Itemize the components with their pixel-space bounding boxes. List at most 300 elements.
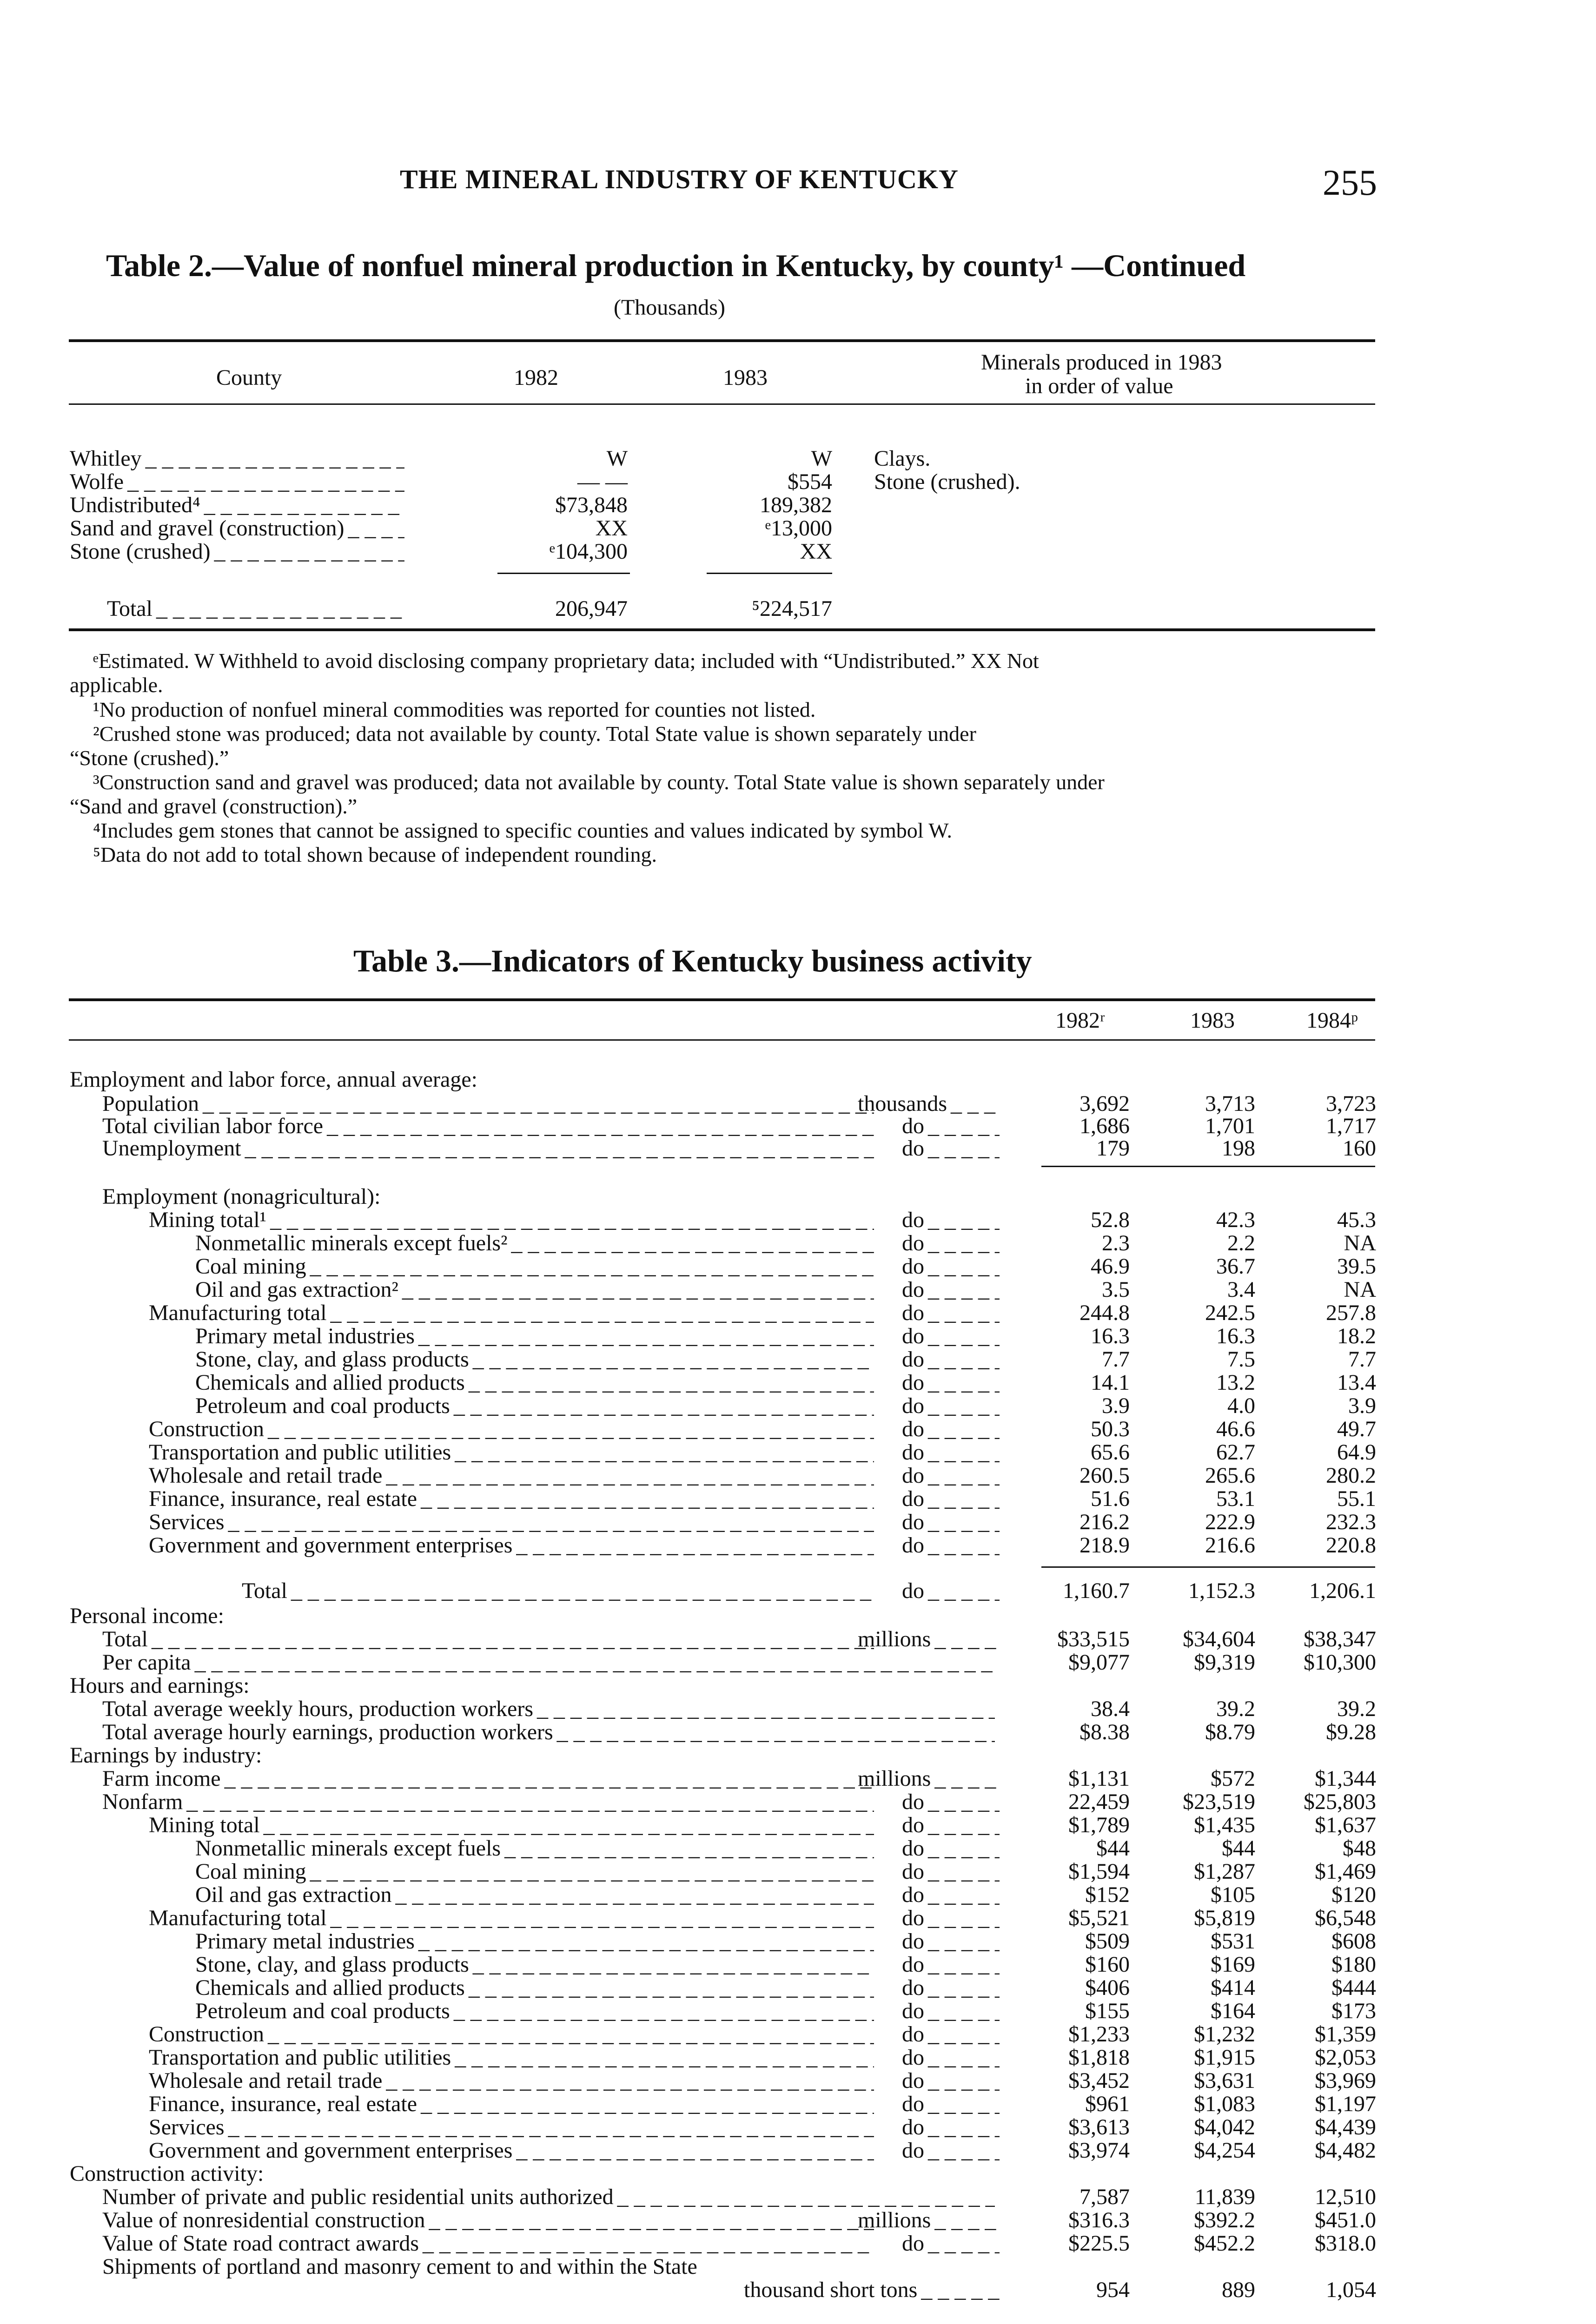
table3-row	[0, 1441, 1596, 1464]
table3-value-1983: 53.1	[1216, 1486, 1255, 1511]
table2-sum-rule-1	[497, 573, 630, 574]
table3-value-1984: $1,197	[1315, 2092, 1376, 2116]
table2-footnote: ³Construction sand and gravel was produced; data not available by county. Total State value is shown separately under	[93, 770, 1105, 794]
table3-label: Construction _ _ _	[149, 1418, 874, 1441]
table3-col-1983: 1983	[1190, 1008, 1235, 1033]
table3-row	[0, 1115, 1596, 1138]
table3-value-1983: 198	[1222, 1136, 1255, 1161]
table3-label: Coal mining _ _ _	[195, 1255, 874, 1278]
table3-unit: do _ _ _	[902, 1278, 1000, 1301]
table3-value-1983: $1,915	[1194, 2045, 1255, 2070]
table3-row	[0, 1628, 1596, 1651]
table3-unit: do _ _ _	[902, 2116, 1000, 2139]
table3-value-1984: $4,482	[1315, 2138, 1376, 2163]
table3-value-1982: $160	[1085, 1952, 1130, 1977]
table3-value-1984: $2,053	[1315, 2045, 1376, 2070]
table3-unit: do _ _ _	[902, 2000, 1000, 2023]
table3-value-1984: 64.9	[1337, 1440, 1376, 1465]
table2-value-1982: XX	[595, 516, 628, 541]
table3-row	[0, 1137, 1596, 1160]
table2-total-1982: 206,947	[555, 596, 628, 621]
table3-unit: do _ _ _	[902, 1325, 1000, 1348]
table3-value-1982: $155	[1085, 1999, 1130, 2023]
table3-value-1983: 7.5	[1227, 1347, 1255, 1372]
table3-value-1982: 1,160.7	[1063, 1578, 1130, 1603]
table2-minerals: Stone (crushed).	[874, 469, 1020, 494]
table3-label: Oil and gas extraction _ _ _	[195, 1883, 874, 1907]
table3-value-1983: $531	[1211, 1929, 1255, 1954]
table3-unit: millions _ _ _	[858, 2209, 1000, 2232]
table3-label: Total average hourly earnings, production workers _ _ _	[102, 1721, 995, 1744]
table3-value-1983: 1,701	[1205, 1114, 1255, 1138]
table3-row	[0, 2023, 1596, 2046]
table3-label: Stone, clay, and glass products _ _ _	[195, 1953, 874, 1976]
table3-value-1983: 62.7	[1216, 1440, 1255, 1465]
table3-row	[0, 1744, 1596, 1767]
table2-row	[0, 540, 1596, 563]
table3-unit: do _ _ _	[902, 1883, 1000, 1907]
table3-unit: do _ _ _	[902, 1464, 1000, 1487]
table3-row	[0, 2093, 1596, 2116]
table3-value-1984: $9.28	[1326, 1720, 1376, 1744]
table3-unit: do _ _ _	[902, 1860, 1000, 1883]
table3-value-1983: 46.6	[1216, 1417, 1255, 1441]
table3-unit: do _ _ _	[902, 1976, 1000, 2000]
table3-value-1983: $1,083	[1194, 2092, 1255, 2116]
table3-value-1984: $4,439	[1315, 2115, 1376, 2139]
table3-row	[0, 2046, 1596, 2069]
table2-footnote: ²Crushed stone was produced; data not available by county. Total State value is shown separately under	[93, 722, 976, 746]
table3-value-1984: $10,300	[1304, 1650, 1376, 1675]
table3-value-1983: 222.9	[1205, 1510, 1255, 1534]
table3-label: Coal mining _ _ _	[195, 1860, 874, 1883]
running-title: THE MINERAL INDUSTRY OF KENTUCKY	[400, 164, 959, 194]
table3-value-1983: 36.7	[1216, 1254, 1255, 1279]
table3-value-1982: $3,613	[1068, 2115, 1130, 2139]
table3-value-1983: 4.0	[1227, 1393, 1255, 1418]
table2-footnote: “Stone (crushed).”	[70, 746, 229, 770]
table3-label: Total _ _ _	[242, 1579, 874, 1603]
table3-label: Transportation and public utilities _ _ _	[149, 2046, 874, 2069]
table3-sum-rule-a	[1041, 1166, 1375, 1167]
table3-unit: do _ _ _	[902, 1371, 1000, 1394]
table2-footnote: ¹No production of nonfuel mineral commodities was reported for counties not listed.	[93, 698, 816, 721]
table3-row	[0, 1721, 1596, 1744]
table3-value-1984: $451.0	[1315, 2208, 1376, 2232]
table3-value-1983: 265.6	[1205, 1463, 1255, 1488]
table3-row	[0, 1371, 1596, 1394]
table3-unit: do _ _ _	[902, 1579, 1000, 1603]
table3-value-1984: $48	[1343, 1836, 1376, 1861]
table3-row	[0, 1604, 1596, 1628]
table3-row	[0, 1651, 1596, 1674]
table3-value-1982: $1,233	[1068, 2022, 1130, 2047]
table3-unit: do _ _ _	[902, 1953, 1000, 1976]
table3-label: Per capita _ _ _	[102, 1651, 995, 1674]
table3-row	[0, 1674, 1596, 1697]
table3-value-1984: 7.7	[1348, 1347, 1376, 1372]
table3-label: Personal income:	[70, 1604, 224, 1628]
table3-title: Table 3.—Indicators of Kentucky business activity	[353, 943, 1032, 978]
table2-footnote: ᵉEstimated. W Withheld to avoid disclosing company proprietary data; included with “Undistributed.” XX Not	[93, 649, 1039, 673]
table3-value-1983: 16.3	[1216, 1324, 1255, 1348]
table3-value-1982: $3,452	[1068, 2068, 1130, 2093]
table3-value-1983: $572	[1211, 1766, 1255, 1791]
table2-value-1983: $554	[788, 469, 832, 494]
table3-value-1982: $1,594	[1068, 1859, 1130, 1884]
table3-label: Hours and earnings:	[70, 1673, 250, 1698]
table3-value-1982: $1,789	[1068, 1813, 1130, 1837]
table3-value-1983: 39.2	[1216, 1697, 1255, 1721]
table3-row	[0, 1394, 1596, 1418]
table3-value-1982: 51.6	[1091, 1486, 1130, 1511]
table3-row	[0, 1092, 1596, 1116]
table3-row	[0, 1185, 1596, 1208]
table3-value-1982: 954	[1096, 2278, 1130, 2302]
table3-label: Total civilian labor force _ _ _	[102, 1115, 874, 1138]
table3-row	[0, 2000, 1596, 2023]
table3-value-1984: NA	[1344, 1277, 1376, 1302]
table3-unit: millions _ _ _	[858, 1767, 1000, 1790]
table3-value-1984: 232.3	[1326, 1510, 1376, 1534]
table2-col-minerals-2: in order of value	[1025, 374, 1173, 398]
table3-label: Value of nonresidential construction _ _ _	[102, 2209, 874, 2232]
table3-label: Employment (nonagricultural):	[102, 1184, 381, 1209]
table3-value-1984: 18.2	[1337, 1324, 1376, 1348]
table3-value-1982: $33,515	[1057, 1627, 1130, 1651]
table3-row	[0, 1534, 1596, 1557]
table3-value-1983: 3.4	[1227, 1277, 1255, 1302]
table3-label: Government and government enterprises _ _ _	[149, 1534, 874, 1557]
table3-unit: do _ _ _	[902, 1115, 1000, 1138]
table3-unit: do _ _ _	[902, 1394, 1000, 1418]
table3-top-rule	[69, 998, 1375, 1001]
table3-value-1984: $444	[1331, 1975, 1376, 2000]
table2-row	[0, 517, 1596, 540]
table2-unit: (Thousands)	[614, 295, 725, 320]
table3-value-1983: $105	[1211, 1882, 1255, 1907]
table3-row	[0, 1976, 1596, 2000]
table3-value-1983: $4,254	[1194, 2138, 1255, 2163]
table2-value-1983: XX	[800, 539, 832, 564]
table2-col-1982: 1982	[514, 365, 558, 390]
table3-value-1984: $1,469	[1315, 1859, 1376, 1884]
table2-footnote: ⁵Data do not add to total shown because of independent rounding.	[93, 843, 657, 866]
table3-value-1983: $9,319	[1194, 1650, 1255, 1675]
table3-value-1982: 179	[1096, 1136, 1130, 1161]
table3-unit: do _ _ _	[902, 1255, 1000, 1278]
table3-row	[0, 1907, 1596, 1930]
table3-value-1982: $406	[1085, 1975, 1130, 2000]
table3-label: Employment and labor force, annual average:	[70, 1067, 477, 1092]
table3-row	[0, 1301, 1596, 1325]
table2-row	[0, 447, 1596, 470]
table2-total-row	[0, 597, 1596, 621]
table3-col-1982: 1982ʳ	[1055, 1008, 1105, 1033]
table3-label: Petroleum and coal products _ _ _	[195, 1394, 874, 1418]
table3-unit: do _ _ _	[902, 1232, 1000, 1255]
table3-row	[0, 1208, 1596, 1232]
table3-row	[0, 1579, 1596, 1603]
table3-value-1984: 49.7	[1337, 1417, 1376, 1441]
table3-row	[0, 2116, 1596, 2139]
table3-label: Shipments of portland and masonry cement to and within the State	[102, 2254, 697, 2279]
table3-unit: do _ _ _	[902, 2023, 1000, 2046]
table3-unit: do _ _ _	[902, 1790, 1000, 1814]
table3-label: Construction activity:	[70, 2161, 264, 2186]
table3-value-1984: $3,969	[1315, 2068, 1376, 2093]
table3-value-1982: $8.38	[1079, 1720, 1130, 1744]
table3-label: Wholesale and retail trade _ _ _	[149, 2069, 874, 2093]
table3-value-1983: $34,604	[1183, 1627, 1255, 1651]
table3-sum-rule-b	[1041, 1566, 1375, 1568]
table3-value-1982: $3,974	[1068, 2138, 1130, 2163]
table3-value-1984: 1,054	[1326, 2278, 1376, 2302]
table3-row	[0, 1511, 1596, 1534]
table2-county: Sand and gravel (construction) _ _ _	[70, 517, 404, 540]
table2-bottom-rule	[69, 628, 1375, 631]
table3-row	[0, 1255, 1596, 1278]
table3-label: Number of private and public residential units authorized _ _ _	[102, 2185, 995, 2209]
table3-value-1982: $9,077	[1068, 1650, 1130, 1675]
table3-value-1984: $1,637	[1315, 1813, 1376, 1837]
table2-value-1982: W	[606, 446, 628, 471]
table3-label: Services _ _ _	[149, 1511, 874, 1534]
table2-value-1982: ᵉ104,300	[549, 539, 628, 564]
table3-unit: thousand short tons _ _ _	[744, 2278, 1000, 2302]
table3-label: Total _ _ _	[102, 1628, 874, 1651]
table3-value-1984: $1,359	[1315, 2022, 1376, 2047]
table3-value-1982: $316.3	[1068, 2208, 1130, 2232]
table3-label: Mining total¹ _ _ _	[149, 1208, 874, 1232]
table3-value-1982: 7,587	[1079, 2185, 1130, 2209]
table2-title: Table 2.—Value of nonfuel mineral production in Kentucky, by county¹ —Continued	[106, 248, 1246, 283]
table3-value-1983: $44	[1222, 1836, 1255, 1861]
table3-value-1983: $164	[1211, 1999, 1255, 2023]
table3-value-1982: $509	[1085, 1929, 1130, 1954]
table3-value-1983: 42.3	[1216, 1208, 1255, 1232]
table3-unit: do _ _ _	[902, 1418, 1000, 1441]
table3-row	[0, 1325, 1596, 1348]
table2-county: Wolfe _ _ _	[70, 470, 404, 494]
table2-row	[0, 494, 1596, 517]
table3-row	[0, 1068, 1596, 1091]
table3-value-1983: 11,839	[1194, 2185, 1255, 2209]
table3-value-1982: 46.9	[1091, 1254, 1130, 1279]
table3-label: Earnings by industry:	[70, 1743, 262, 1768]
table3-row	[0, 2209, 1596, 2232]
table3-row	[0, 1418, 1596, 1441]
table3-value-1982: 260.5	[1079, 1463, 1130, 1488]
table3-value-1982: 65.6	[1091, 1440, 1130, 1465]
table2-value-1982: $73,848	[555, 493, 628, 517]
table3-row	[0, 1278, 1596, 1301]
table3-unit: do _ _ _	[902, 1441, 1000, 1464]
table3-value-1984: 160	[1343, 1136, 1376, 1161]
table3-value-1982: 38.4	[1091, 1697, 1130, 1721]
table3-row	[0, 2139, 1596, 2162]
table3-value-1983: $414	[1211, 1975, 1255, 2000]
table2-top-rule	[69, 339, 1375, 342]
table3-row	[0, 1767, 1596, 1790]
table3-value-1983: $3,631	[1194, 2068, 1255, 2093]
table2-footnote: ⁴Includes gem stones that cannot be assigned to specific counties and values indicated by symbol W.	[93, 819, 952, 842]
table2-value-1982: — —	[577, 469, 628, 494]
table3-row	[0, 1930, 1596, 1953]
table3-value-1984: $173	[1331, 1999, 1376, 2023]
table3-row	[0, 1837, 1596, 1860]
table2-footnote: “Sand and gravel (construction).”	[70, 794, 358, 818]
table3-label: Manufacturing total _ _ _	[149, 1907, 874, 1930]
table3-value-1984: $1,344	[1315, 1766, 1376, 1791]
table3-value-1983: 1,152.3	[1188, 1578, 1255, 1603]
table3-value-1984: 39.5	[1337, 1254, 1376, 1279]
table3-value-1984: 220.8	[1326, 1533, 1376, 1558]
table3-value-1984: $6,548	[1315, 1906, 1376, 1930]
table3-value-1984: 55.1	[1337, 1486, 1376, 1511]
table3-row	[0, 2162, 1596, 2185]
table3-unit: do _ _ _	[902, 1837, 1000, 1860]
table3-value-1982: 244.8	[1079, 1301, 1130, 1325]
table3-label: Nonmetallic minerals except fuels² _ _ _	[195, 1232, 874, 1255]
table3-row	[0, 1790, 1596, 1814]
table3-value-1982: 3.5	[1102, 1277, 1130, 1302]
table3-label: Stone, clay, and glass products _ _ _	[195, 1348, 874, 1371]
table3-unit: do _ _ _	[902, 1208, 1000, 1232]
table3-row	[0, 1464, 1596, 1487]
table2-minerals: Clays.	[874, 446, 931, 471]
table3-unit: do _ _ _	[902, 2232, 1000, 2255]
table3-value-1982: 3.9	[1102, 1393, 1130, 1418]
table3-value-1983: $169	[1211, 1952, 1255, 1977]
table3-row	[0, 2069, 1596, 2093]
table3-value-1983: 216.6	[1205, 1533, 1255, 1558]
table3-unit: do _ _ _	[902, 1814, 1000, 1837]
table3-value-1984: $38,347	[1304, 1627, 1376, 1651]
table3-label: Nonmetallic minerals except fuels _ _ _	[195, 1837, 874, 1860]
table3-label: Primary metal industries _ _ _	[195, 1930, 874, 1953]
table3-value-1982: 7.7	[1102, 1347, 1130, 1372]
table3-unit: millions _ _ _	[858, 1628, 1000, 1651]
table2-sum-rule-2	[707, 573, 832, 574]
table2-value-1983: 189,382	[760, 493, 832, 517]
table3-unit: do _ _ _	[902, 1907, 1000, 1930]
table3-label: Finance, insurance, real estate _ _ _	[149, 1487, 874, 1511]
table3-unit: do _ _ _	[902, 2069, 1000, 2093]
table3-label: Total average weekly hours, production workers _ _ _	[102, 1697, 995, 1721]
table3-row	[0, 1814, 1596, 1837]
table3-unit: do _ _ _	[902, 2139, 1000, 2162]
table3-value-1982: 22,459	[1068, 1789, 1130, 1814]
table3-value-1983: $392.2	[1194, 2208, 1255, 2232]
table3-value-1983: 889	[1222, 2278, 1255, 2302]
table3-unit: do _ _ _	[902, 1534, 1000, 1557]
table3-unit: do _ _ _	[902, 1348, 1000, 1371]
table3-value-1982: $1,818	[1068, 2045, 1130, 2070]
table3-value-1984: $318.0	[1315, 2231, 1376, 2256]
table3-value-1983: $1,232	[1194, 2022, 1255, 2047]
table2-total-1983: ⁵224,517	[752, 596, 832, 621]
table2-county: Whitley _ _ _	[70, 447, 404, 470]
table3-value-1983: $4,042	[1194, 2115, 1255, 2139]
table3-value-1984: 45.3	[1337, 1208, 1376, 1232]
table3-value-1982: 14.1	[1091, 1370, 1130, 1395]
table3-label: Finance, insurance, real estate _ _ _	[149, 2093, 874, 2116]
table3-unit: do _ _ _	[902, 2046, 1000, 2069]
table2-row	[0, 470, 1596, 494]
table3-value-1984: 257.8	[1326, 1301, 1376, 1325]
table3-row	[0, 1348, 1596, 1371]
table3-value-1982: $5,521	[1068, 1906, 1130, 1930]
table3-label: Chemicals and allied products _ _ _	[195, 1371, 874, 1394]
table3-value-1982: 3,692	[1079, 1091, 1130, 1116]
table3-row	[0, 1487, 1596, 1511]
table3-value-1982: $225.5	[1068, 2231, 1130, 2256]
table3-value-1984: 3.9	[1348, 1393, 1376, 1418]
table3-value-1982: $44	[1096, 1836, 1130, 1861]
table3-unit: do _ _ _	[902, 1511, 1000, 1534]
table3-value-1983: $452.2	[1194, 2231, 1255, 2256]
table3-label: Petroleum and coal products _ _ _	[195, 2000, 874, 2023]
table3-label: Nonfarm _ _ _	[102, 1790, 874, 1814]
table3-value-1983: $1,435	[1194, 1813, 1255, 1837]
table2-col-county: County	[216, 365, 282, 390]
table3-value-1984: 1,717	[1326, 1114, 1376, 1138]
table3-unit: do _ _ _	[902, 1137, 1000, 1160]
table3-label: Unemployment _ _ _	[102, 1137, 874, 1160]
table3-value-1982: $152	[1085, 1882, 1130, 1907]
table3-unit: do _ _ _	[902, 1930, 1000, 1953]
table2-footnote: applicable.	[70, 673, 163, 697]
table3-unit: thousands _ _ _	[858, 1092, 1000, 1116]
table3-row	[0, 1232, 1596, 1255]
table3-label: Population _ _ _	[102, 1092, 874, 1116]
table3-label: Chemicals and allied products _ _ _	[195, 1976, 874, 2000]
table3-value-1983: $8.79	[1205, 1720, 1255, 1744]
table3-value-1982: 218.9	[1079, 1533, 1130, 1558]
table3-value-1982: $1,131	[1068, 1766, 1130, 1791]
table3-label: Services _ _ _	[149, 2116, 874, 2139]
table3-value-1982: 52.8	[1091, 1208, 1130, 1232]
table3-row	[0, 1697, 1596, 1721]
table3-label: Construction _ _ _	[149, 2023, 874, 2046]
table3-value-1983: $5,819	[1194, 1906, 1255, 1930]
table3-value-1984: 12,510	[1315, 2185, 1376, 2209]
table3-value-1983: $1,287	[1194, 1859, 1255, 1884]
table2-value-1983: W	[811, 446, 832, 471]
table3-value-1984: $120	[1331, 1882, 1376, 1907]
table3-value-1982: 50.3	[1091, 1417, 1130, 1441]
table3-value-1983: 2.2	[1227, 1231, 1255, 1255]
table2-col-minerals: Minerals produced in 1983	[981, 350, 1222, 375]
table3-value-1984: 3,723	[1326, 1091, 1376, 1116]
table3-value-1982: 216.2	[1079, 1510, 1130, 1534]
table3-label: Value of State road contract awards _ _ _	[102, 2232, 874, 2255]
table3-unit: do _ _ _	[902, 1487, 1000, 1511]
table3-value-1984: 13.4	[1337, 1370, 1376, 1395]
table3-label: Transportation and public utilities _ _ _	[149, 1441, 874, 1464]
table3-row	[0, 2255, 1596, 2278]
table2-county: Undistributed⁴ _ _ _	[70, 494, 404, 517]
table3-label: Mining total _ _ _	[149, 1814, 874, 1837]
table3-value-1984: 280.2	[1326, 1463, 1376, 1488]
table3-row	[0, 1860, 1596, 1883]
table3-col-1984: 1984ᵖ	[1306, 1008, 1358, 1033]
table2-col-1983: 1983	[723, 365, 768, 390]
table3-value-1983: $23,519	[1183, 1789, 1255, 1814]
table3-value-1984: NA	[1344, 1231, 1376, 1255]
table3-row	[0, 1953, 1596, 1976]
